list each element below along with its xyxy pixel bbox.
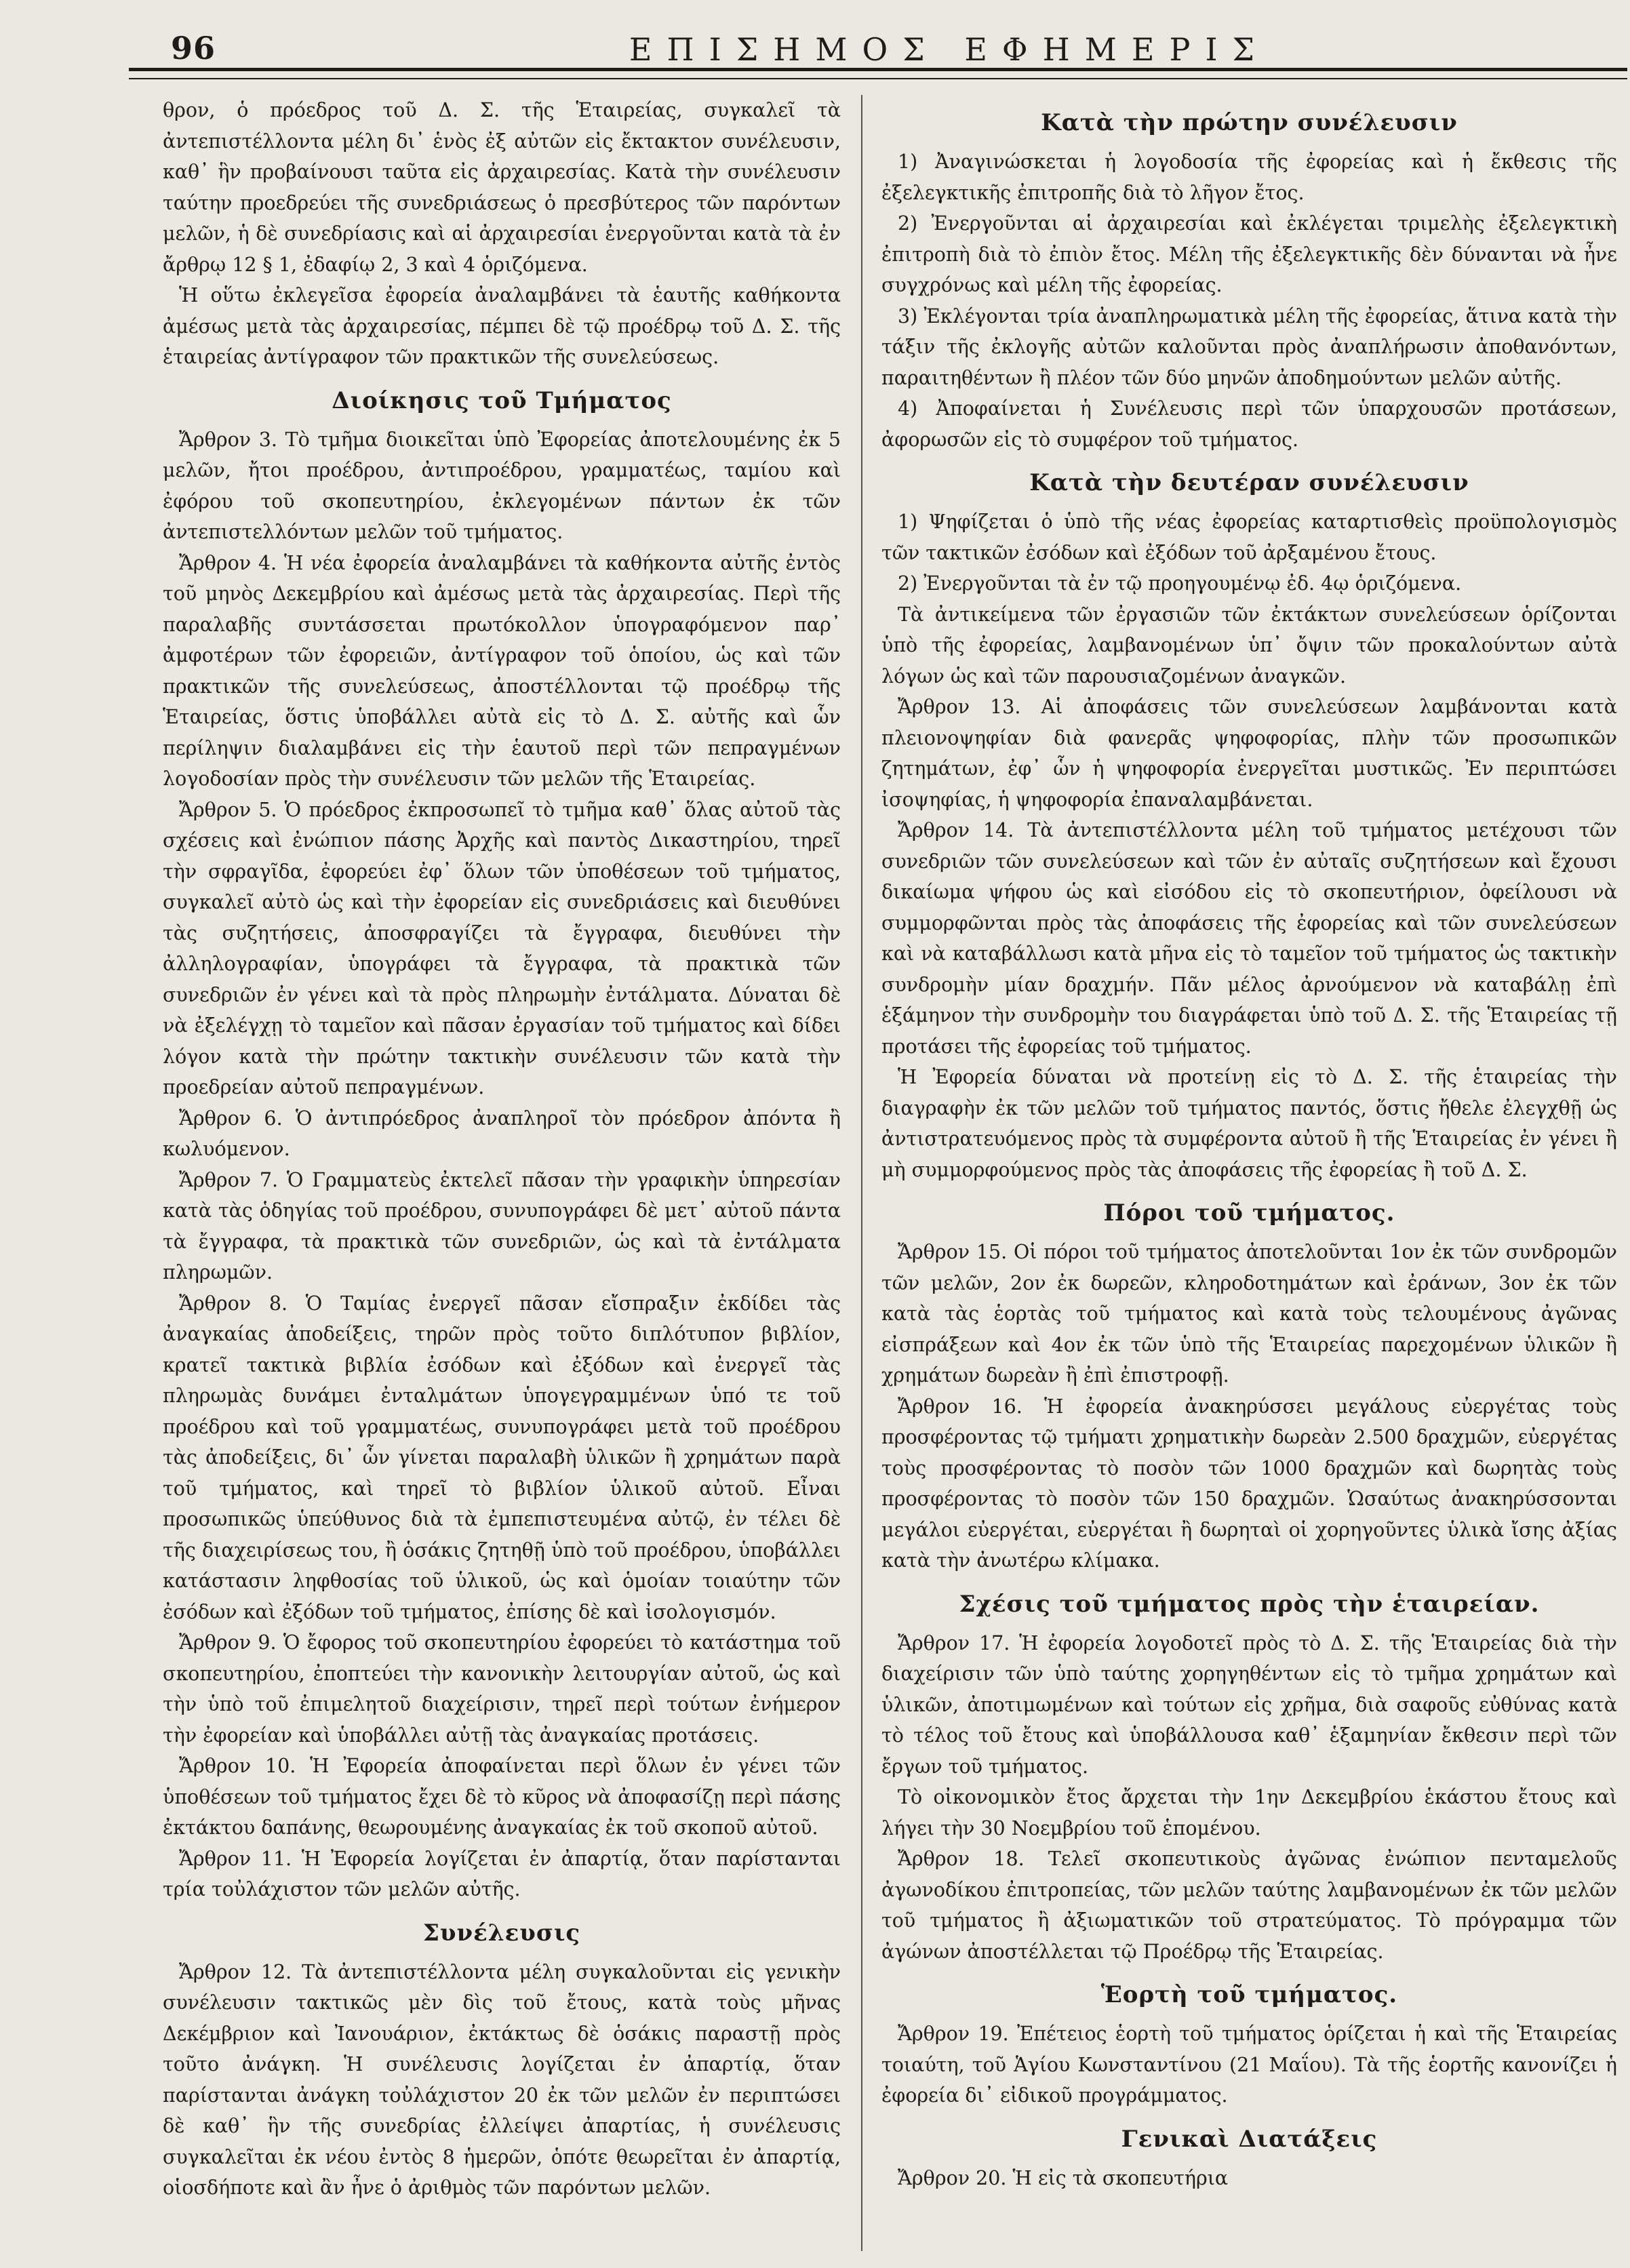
- gazette-title: ΕΠΙΣΗΜΟΣ ΕΦΗΜΕΡΙΣ: [629, 31, 1270, 68]
- article-paragraph: Ἄρθρον 11. Ἡ Ἐφορεία λογίζεται ἐν ἀπαρτίᾳ, ὅταν παρίστανται τρία τοὐλάχιστον τῶν μελῶν αὐτῆς.: [163, 1847, 841, 1901]
- article-paragraph: Ἄρθρον 18. Τελεῖ σκοπευτικοὺς ἀγῶνας ἐνώπιον πενταμελοῦς ἀγωνοδίκου ἐπιτροπείας, τῶν μελῶν ταύτης λαμβανομένων ἐκ τῶν μελῶν τοῦ τμήματος ἢ ἀξιωματικῶν τοῦ στρατεύματος. Τὸ πρόγραμμα τῶν ἀγώνων ἀποστέλλεται τῷ Προέδρῳ τῆς Ἑταιρείας.: [881, 1848, 1617, 1963]
- article-paragraph: Ἄρθρον 3. Τὸ τμῆμα διοικεῖται ὑπὸ Ἐφορείας ἀποτελουμένης ἐκ 5 μελῶν, ἤτοι προέδρου, ἀντιπροέδρου, γραμματέως, ταμίου καὶ ἐφόρου τοῦ σκοπευτηρίου, ἐκλεγομένων πάντων ἐκ τῶν ἀντεπιστελλόντων μελῶν τοῦ τμήματος.: [163, 428, 841, 543]
- list-item: 1) Ψηφίζεται ὁ ὑπὸ τῆς νέας ἐφορείας καταρτισθεὶς προϋπολογισμὸς τῶν τακτικῶν ἐσόδων καὶ ἐξόδων τοῦ ἀρξαμένου ἔτους.: [881, 511, 1617, 564]
- article-paragraph: Ἄρθρον 7. Ὁ Γραμματεὺς ἐκτελεῖ πᾶσαν τὴν γραφικὴν ὑπηρεσίαν κατὰ τὰς ὁδηγίας τοῦ προέδρου, συνυπογράφει δὲ μετ᾽ αὐτοῦ πάντα τὰ ἔγγραφα, τὰ πρακτικὰ τῶν συνεδριῶν, ὡς καὶ τὰ ἐντάλματα πληρωμῶν.: [163, 1168, 841, 1284]
- article-paragraph: Ἄρθρον 10. Ἡ Ἐφορεία ἀποφαίνεται περὶ ὅλων ἐν γένει τῶν ὑποθέσεων τοῦ τμήματος ἔχει δὲ τὸ κῦρος νὰ ἀποφασίζῃ περὶ πάσης ἐκτάκτου δαπάνης, θεωρουμένης ἀναγκαίας ἐκ τοῦ σκοποῦ αὐτοῦ.: [163, 1755, 841, 1839]
- article-paragraph: Ἄρθρον 13. Αἱ ἀποφάσεις τῶν συνελεύσεων λαμβάνονται κατὰ πλειονοψηφίαν διὰ φανερᾶς ψηφοφορίας, πλὴν τῶν προσωπικῶν ζητημάτων, ἐφ᾽ ὧν ἡ ψηφοφορία ἐνεργεῖται μυστικῶς. Ἐν περιπτώσει ἰσοψηφίας, ἡ ψηφοφορία ἐπαναλαμβάνεται.: [881, 696, 1617, 811]
- section-heading: Ἑορτὴ τοῦ τμήματος.: [1100, 1981, 1398, 2008]
- section-heading: Κατὰ τὴν πρώτην συνέλευσιν: [1041, 109, 1458, 136]
- paragraph: Τὰ ἀντικείμενα τῶν ἐργασιῶν τῶν ἐκτάκτων συνελεύσεων ὁρίζονται ὑπὸ τῆς ἐφορείας, λαμβανομένων ὑπ᾽ ὄψιν τῶν προκαλούντων αὐτὰ λόγων ὡς καὶ τῶν παρουσιαζομένων ἀναγκῶν.: [881, 603, 1617, 688]
- section-heading: Πόροι τοῦ τμήματος.: [1103, 1199, 1395, 1227]
- list-item: 1) Ἀναγινώσκεται ἡ λογοδοσία τῆς ἐφορείας καὶ ἡ ἔκθεσις τῆς ἐξελεγκτικῆς ἐπιτροπῆς διὰ τὸ λῆγον ἔτος.: [881, 151, 1617, 204]
- article-paragraph: Ἄρθρον 8. Ὁ Ταμίας ἐνεργεῖ πᾶσαν εἴσπραξιν ἐκδίδει τὰς ἀναγκαίας ἀποδείξεις, τηρῶν πρὸς τοῦτο διπλότυπον βιβλίον, κρατεῖ τακτικὰ βιβλία ἐσόδων καὶ ἐξόδων καὶ ἐνεργεῖ τὰς πληρωμὰς δυνάμει ἐνταλμάτων ὑπογεγραμμένων ὑπό τε τοῦ προέδρου καὶ τοῦ γραμματέως, συνυπογράφει μετὰ τοῦ προέδρου τὰς ἀποδείξεις, δι᾽ ὧν γίνεται παραλαβὴ ὑλικῶν ἢ χρημάτων παρὰ τοῦ τμήματος, καὶ τηρεῖ τὸ βιβλίον ὑλικοῦ αὐτοῦ. Εἶναι προσωπικῶς ὑπεύθυνος διὰ τὰ ἐμπεπιστευμένα αὐτῷ, ἐν τέλει δὲ τῆς διαχειρίσεως του, ἢ ὁσάκις ζητηθῇ ὑπὸ τοῦ προέδρου, ὑποβάλλει κατάστασιν ληφθοσίας τοῦ ὑλικοῦ, ὡς καὶ ὁμοίαν τοιαύτην τῶν ἐσόδων καὶ ἐξόδων τοῦ τμήματος, ἐπίσης δὲ καὶ ἰσολογισμόν.: [163, 1292, 841, 1623]
- section-heading: Κατὰ τὴν δευτέραν συνέλευσιν: [1029, 469, 1469, 496]
- right-column: [881, 95, 1617, 2251]
- article-paragraph: Ἄρθρον 4. Ἡ νέα ἐφορεία ἀναλαμβάνει τὰ καθήκοντα αὐτῆς ἐντὸς τοῦ μηνὸς Δεκεμβρίου καὶ ἀμέσως μετὰ τὰς ἀρχαιρεσίας. Περὶ τῆς παραλαβῆς συντάσσεται πρωτόκολλον ὑπογραφόμενον παρ᾽ ἀμφοτέρων τῶν ἐφορειῶν, ἀντίγραφον τοῦ ὁποίου, ὡς καὶ τῶν πρακτικῶν τῆς συνελεύσεως, ἀποστέλλονται τῷ προέδρῳ τῆς Ἑταιρείας, ὅστις ὑποβάλλει αὐτὰ εἰς τὸ Δ. Σ. αὐτῆς καὶ ὧν περίληψιν διαλαμβάνει εἰς τὴν ἑαυτοῦ περὶ τῶν πεπραγμένων λογοδοσίαν πρὸς τὴν συνέλευσιν τῶν μελῶν τῆς Ἑταιρείας.: [163, 551, 841, 790]
- article-paragraph: Ἄρθρον 17. Ἡ ἐφορεία λογοδοτεῖ πρὸς τὸ Δ. Σ. τῆς Ἑταιρείας διὰ τὴν διαχείρισιν τῶν ὑπὸ ταύτης χορηγηθέντων εἰς τὸ τμῆμα χρημάτων καὶ ὑλικῶν, ἀποτιμωμένων καὶ τούτων εἰς χρῆμα, διὰ σαφοῦς εὐθύνας κατὰ τὸ τέλος τοῦ ἔτους καὶ ὑποβάλλουσα καθ᾽ ἑξαμηνίαν ἔκθεσιν περὶ τῶν ἔργων τοῦ τμήματος.: [881, 1631, 1617, 1778]
- article-paragraph: Ἄρθρον 12. Τὰ ἀντεπιστέλλοντα μέλη συγκαλοῦνται εἰς γενικὴν συνέλευσιν τακτικῶς μὲν δὶς τοῦ ἔτους, κατὰ τοὺς μῆνας Δεκέμβριον καὶ Ἰανουάριον, ἐκτάκτως δὲ ὁσάκις παραστῇ πρὸς τοῦτο ἀνάγκη. Ἡ συνέλευσις λογίζεται ἐν ἀπαρτίᾳ, ὅταν παρίστανται ἀνάγκη τοὐλάχιστον 20 ἐκ τῶν μελῶν ἐν περιπτώσει δὲ καθ᾽ ἣν τῆς συνεδρίας ἐλλείψει ἀπαρτίας, ἡ συνέλευσις συγκαλεῖται ἐκ νέου ἐντὸς 8 ἡμερῶν, ὁπότε θεωρεῖται ἐν ἀπαρτίᾳ, οἱοσδήποτε καὶ ἂν ἦνε ὁ ἀριθμὸς τῶν παρόντων μελῶν.: [163, 1960, 841, 2199]
- section-heading: Γενικαὶ Διατάξεις: [1121, 2125, 1378, 2153]
- paragraph: θρον, ὁ πρόεδρος τοῦ Δ. Σ. τῆς Ἑταιρείας, συγκαλεῖ τὰ ἀντεπιστέλλοντα μέλη δι᾽ ἑνὸς ἐξ αὐτῶν εἰς ἔκτακτον συνέλευσιν, καθ᾽ ἣν προβαίνουσι ταῦτα εἰς ἀρχαιρεσίας. Κατὰ τὴν συνέλευσιν ταύτην προεδρεύει τῆς συνεδριάσεως ὁ πρεσβύτερος τῶν παρόντων μελῶν, ἡ δὲ συνεδρίασις καὶ αἱ ἀρχαιρεσίαι ἐνεργοῦνται κατὰ τὰ ἐν ἄρθρῳ 12 § 1, ἐδαφίῳ 2, 3 καὶ 4 ὁριζόμενα.: [163, 99, 841, 276]
- article-paragraph: Ἄρθρον 9. Ὁ ἔφορος τοῦ σκοπευτηρίου ἐφορεύει τὸ κατάστημα τοῦ σκοπευτηρίου, ἐποπτεύει τὴν κανονικὴν λειτουργίαν αὐτοῦ, ὡς καὶ τὴν ὑπὸ τοῦ ἐπιμελητοῦ διαχείρισιν, τηρεῖ περὶ τούτων ἐνήμερον τὴν ἐφορείαν καὶ ὑποβάλλει αὐτῇ τὰς ἀναγκαίας προτάσεις.: [163, 1631, 841, 1747]
- list-item: 4) Ἀποφαίνεται ἡ Συνέλευσις περὶ τῶν ὑπαρχουσῶν προτάσεων, ἀφορωσῶν εἰς τὸ συμφέρον τοῦ τμήματος.: [881, 397, 1617, 451]
- article-paragraph: Ἄρθρον 20. Ἡ εἰς τὰ σκοπευτήρια: [898, 2166, 1229, 2189]
- article-paragraph: Ἄρθρον 16. Ἡ ἐφορεία ἀνακηρύσσει μεγάλους εὐεργέτας τοὺς προσφέροντας τῷ τμήματι χρηματικὴν δωρεὰν 2.500 δραχμῶν, εὐεργέτας τοὺς προσφέροντας τὸ ποσὸν τῶν 1000 δραχμῶν καὶ δωρητὰς τοὺς προσφέροντας τὸ ποσὸν τῶν 150 δραχμῶν. Ὡσαύτως ἀνακηρύσσονται μεγάλοι εὐεργέται, εὐεργέται ἢ δωρηταὶ οἱ χορηγοῦντες ὑλικὰ ἴσης ἀξίας κατὰ τὴν ἀνωτέρω κλίμακα.: [881, 1395, 1617, 1572]
- article-paragraph: Ἄρθρον 19. Ἐπέτειος ἑορτὴ τοῦ τμήματος ὁρίζεται ἡ καὶ τῆς Ἑταιρείας τοιαύτη, τοῦ Ἁγίου Κωνσταντίνου (21 Μαΐου). Τὰ τῆς ἑορτῆς κανονίζει ἡ ἐφορεία δι᾽ εἰδικοῦ προγράμματος.: [881, 2023, 1617, 2107]
- article-paragraph: Ἄρθρον 14. Τὰ ἀντεπιστέλλοντα μέλη τοῦ τμήματος μετέχουσι τῶν συνεδριῶν τῶν συνελεύσεων καὶ τῶν ἐν αὐταῖς συζητήσεων καὶ ἔχουσι δικαίωμα ψήφου ὡς καὶ εἰσόδου εἰς τὸ σκοπευτήριον, ὀφείλουσι νὰ συμμορφῶνται πρὸς τὰς ἀποφάσεις τῆς ἐφορείας καὶ τῶν συνελεύσεων καὶ νὰ καταβάλλωσι κατὰ μῆνα εἰς τὸ ταμεῖον τοῦ τμήματος ὡς τακτικὴν συνδρομὴν μίαν δραχμήν. Πᾶν μέλος ἀρνούμενον νὰ καταβάλῃ ἐπὶ ἑξάμηνον τὴν συνδρομὴν του διαγράφεται ὑπὸ τοῦ Δ. Σ. τῆς Ἑταιρείας τῇ προτάσει τῆς ἐφορείας τοῦ τμήματος.: [881, 819, 1617, 1058]
- list-item: 2) Ἐνεργοῦνται αἱ ἀρχαιρεσίαι καὶ ἐκλέγεται τριμελὴς ἐξελεγκτικὴ ἐπιτροπὴ διὰ τὸ ἐπιὸν ἔτος. Μέλη τῆς ἐξελεγκτικῆς δὲν δύνανται νὰ ἦνε συγχρόνως καὶ μέλη τῆς ἐφορείας.: [881, 212, 1617, 296]
- header-rule: [129, 68, 1627, 79]
- paragraph: Τὸ οἰκονομικὸν ἔτος ἄρχεται τὴν 1ην Δεκεμβρίου ἑκάστου ἔτους καὶ λήγει τὴν 30 Νοεμβρίου τοῦ ἑπομένου.: [881, 1786, 1617, 1839]
- section-heading: Σχέσις τοῦ τμήματος πρὸς τὴν ἑταιρείαν.: [959, 1590, 1540, 1618]
- article-paragraph: Ἄρθρον 5. Ὁ πρόεδρος ἐκπροσωπεῖ τὸ τμῆμα καθ᾽ ὅλας αὐτοῦ τὰς σχέσεις καὶ ἐνώπιον πάσης Ἀρχῆς καὶ παντὸς Δικαστηρίου, τηρεῖ τὴν σφραγῖδα, ἐφορεύει ἐφ᾽ ὅλων τῶν ὑποθέσεων τοῦ τμήματος, συγκαλεῖ αὐτὸ ὡς καὶ τὴν ἐφορείαν εἰς συνεδριάσεις καὶ διευθύνει τὰς συζητήσεις, ἀποσφραγίζει τὰ ἔγγραφα, διευθύνει τὴν ἀλληλογραφίαν, ὑπογράφει τὰ ἔγγραφα, τὰ πρακτικὰ τῶν συνεδριῶν ἐν γένει καὶ τὰ πρὸς πληρωμὴν ἐντάλματα. Δύναται δὲ νὰ ἐξελέγχῃ τὸ ταμεῖον καὶ πᾶσαν ἐργασίαν τοῦ τμήματος καὶ δίδει λόγον κατὰ τὴν πρώτην τακτικὴν συνέλευσιν τῶν κατὰ τὴν προεδρείαν αὐτοῦ πεπραγμένων.: [163, 798, 841, 1098]
- paragraph: Ἡ Ἐφορεία δύναται νὰ προτείνῃ εἰς τὸ Δ. Σ. τῆς ἑταιρείας τὴν διαγραφὴν ἐκ τῶν μελῶν τοῦ τμήματος παντός, ὅστις ἤθελε ἐλεγχθῇ ὡς ἀντιστρατευόμενος πρὸς τὰ συμφέροντα αὐτοῦ ἢ τῆς Ἑταιρείας ἐν γένει ἢ μὴ συμμορφούμενος πρὸς τὰς ἀποφάσεις τῆς ἐφορείας ἢ τοῦ Δ. Σ.: [881, 1066, 1617, 1181]
- column-divider: [861, 95, 862, 2251]
- list-item: 2) Ἐνεργοῦνται τὰ ἐν τῷ προηγουμένῳ ἐδ. 4ῳ ὁριζόμενα.: [898, 572, 1462, 595]
- left-column: [163, 95, 841, 2251]
- page-number: 96: [171, 30, 216, 66]
- list-item: 3) Ἐκλέγονται τρία ἀναπληρωματικὰ μέλη τῆς ἐφορείας, ἅτινα κατὰ τὴν τάξιν τῆς ἐκλογῆς αὐτῶν καλοῦνται πρὸς ἀναπλήρωσιν ἀποθανόντων, παραιτηθέντων ἢ πλέον τῶν δύο μηνῶν ἀποδημούντων μελῶν αὐτῆς.: [881, 304, 1617, 389]
- article-paragraph: Ἄρθρον 6. Ὁ ἀντιπρόεδρος ἀναπληροῖ τὸν πρόεδρον ἀπόντα ἢ κωλυόμενον.: [163, 1107, 841, 1160]
- section-heading: Διοίκησις τοῦ Τμήματος: [332, 386, 672, 414]
- paragraph: Ἡ οὕτω ἐκλεγεῖσα ἐφορεία ἀναλαμβάνει τὰ ἑαυτῆς καθήκοντα ἀμέσως μετὰ τὰς ἀρχαιρεσίας, πέμπει δὲ τῷ προέδρῳ τοῦ Δ. Σ. τῆς ἑταιρείας ἀντίγραφον τῶν πρακτικῶν τῆς συνελεύσεως.: [163, 284, 841, 368]
- article-paragraph: Ἄρθρον 15. Οἱ πόροι τοῦ τμήματος ἀποτελοῦνται 1ον ἐκ τῶν συνδρομῶν τῶν μελῶν, 2ον ἐκ δωρεῶν, κληροδοτημάτων καὶ ἐράνων, 3ον ἐκ τῶν κατὰ τὰς ἑορτὰς τοῦ τμήματος καὶ κατὰ τοὺς τελουμένους ἀγῶνας εἰσπράξεων καὶ 4ον ἐκ τῶν ὑπὸ τῆς Ἑταιρείας παρεχομένων ὑλικῶν ἢ χρημάτων δωρεὰν ἢ ἐπὶ ἐπιστροφῇ.: [881, 1241, 1617, 1387]
- section-heading: Συνέλευσις: [422, 1919, 581, 1947]
